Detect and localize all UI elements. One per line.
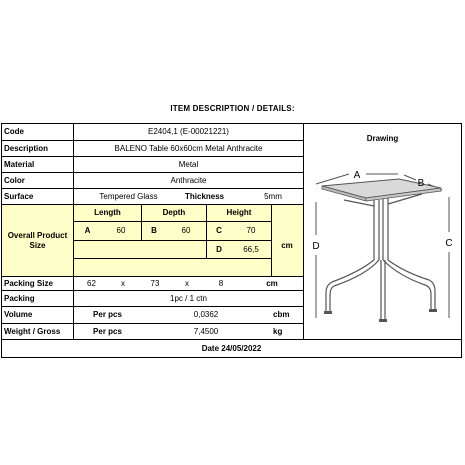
surface-value: Tempered Glass <box>73 188 183 204</box>
dimension-b-label: B <box>417 178 425 189</box>
dimension-c-label: C <box>445 238 453 249</box>
weight-per: Per pcs <box>73 323 141 339</box>
material-value: Metal <box>73 156 303 172</box>
size-empty-cell <box>73 240 206 258</box>
packing-size-x2: x <box>173 276 201 290</box>
material-label: Material <box>2 156 73 172</box>
packing-size-unit: cm <box>241 276 303 290</box>
size-spacer-row <box>73 258 271 276</box>
description-label: Description <box>2 140 73 156</box>
size-unit: cm <box>281 241 293 250</box>
c-value: 70 <box>231 221 271 240</box>
volume-unit: cbm <box>271 306 303 323</box>
table-drawing <box>304 160 459 330</box>
packing-label: Packing <box>2 290 73 306</box>
packing-size-x1: x <box>109 276 137 290</box>
length-header: Length <box>73 204 141 221</box>
size-label: Overall Product Size <box>2 204 73 276</box>
code-value: E2404,1 (E-00021221) <box>73 124 303 140</box>
drawing-header: Drawing <box>366 134 399 143</box>
d-letter: D <box>206 240 231 258</box>
height-header: Height <box>206 204 271 221</box>
weight-value: 7,4500 <box>141 323 271 339</box>
thickness-value: 5mm <box>243 188 303 204</box>
c-letter: C <box>206 221 231 240</box>
description-value: BALENO Table 60x60cm Metal Anthracite <box>73 140 303 156</box>
packing-size-height: 8 <box>201 276 241 290</box>
packing-value: 1pc / 1 ctn <box>73 290 303 306</box>
color-value: Anthracite <box>73 172 303 188</box>
surface-label: Surface <box>2 188 73 204</box>
page-title: ITEM DESCRIPTION / DETAILS: <box>170 104 295 113</box>
code-label: Code <box>4 127 24 136</box>
packing-size-label: Packing Size <box>2 276 73 290</box>
volume-value: 0,0362 <box>141 306 271 323</box>
color-label: Color <box>2 172 73 188</box>
b-letter: B <box>141 221 166 240</box>
a-value: 60 <box>101 221 141 240</box>
dimension-d-label: D <box>312 241 320 252</box>
weight-unit: kg <box>271 323 303 339</box>
date: Date 24/05/2022 <box>2 339 461 357</box>
packing-size-length: 62 <box>73 276 109 290</box>
d-value: 66,5 <box>231 240 271 258</box>
b-value: 60 <box>166 221 206 240</box>
a-letter: A <box>73 221 101 240</box>
table-frame <box>326 194 435 320</box>
weight-label: Weight / Gross <box>2 323 73 339</box>
dimension-a-label: A <box>353 170 361 181</box>
table-body <box>322 179 441 322</box>
packing-size-width: 73 <box>137 276 173 290</box>
volume-per: Per pcs <box>73 306 141 323</box>
thickness-label: Thickness <box>183 188 243 204</box>
volume-label: Volume <box>2 306 73 323</box>
depth-header: Depth <box>141 204 206 221</box>
